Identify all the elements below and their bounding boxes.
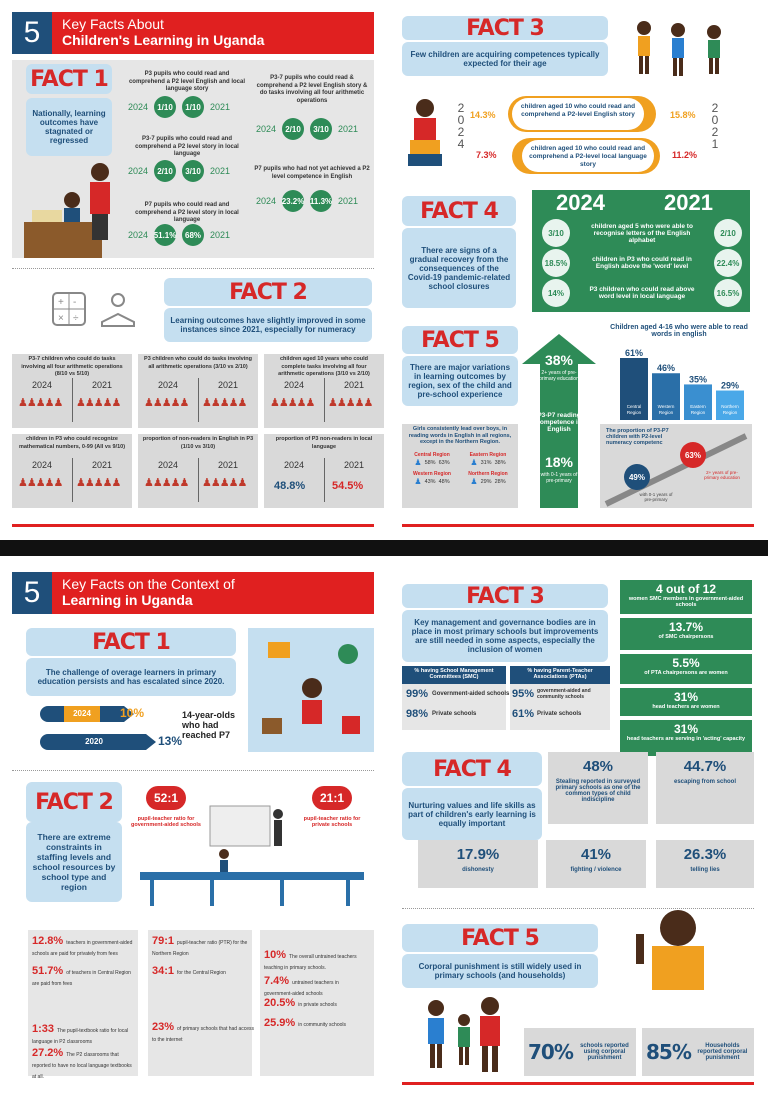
governance-stat (620, 688, 752, 716)
pencil-2024-value: 10% (120, 706, 145, 720)
values-stat (656, 752, 754, 824)
fact3-row1-right: 15.8% (670, 110, 696, 120)
girls-caption: Girls consistently lead over boys, in reading words in English in all regions, except in the Northern Region. (408, 426, 512, 445)
people-icons-2024 (18, 476, 62, 489)
bar-category-label: Eastern (690, 404, 706, 409)
fact2-box-divider (198, 378, 199, 422)
fact2-label-box: FACT 2 (26, 782, 122, 822)
bar-value-label: 29% (720, 380, 740, 391)
arrow-mid-caption: P3-P7 reading competence in English (536, 412, 582, 433)
math-symbols-icon (52, 292, 142, 328)
resource-stat-caption: teachers in government-aided schools are paid for privately from fees (32, 940, 133, 957)
divider (12, 268, 374, 269)
fact5-label-box: FACT 5 (402, 924, 598, 952)
fact3-row2-caption: children aged 10 who could read and comprehend a P2-level local language story (522, 140, 654, 172)
fact2-text: There are extreme constraints in staffing levels and school resources by school type and region (26, 822, 122, 902)
page-number: 5 (12, 12, 52, 54)
fact2-value-2021: 54.5% (332, 480, 364, 492)
ratio-gov: 52:1 (146, 786, 186, 810)
region-value-a: 43% (424, 478, 436, 485)
fact2-box-divider (324, 458, 325, 502)
fact1-label-box: FACT 1 (26, 64, 112, 94)
bar-category-label: Northern (721, 404, 739, 409)
fact2-box-caption: proportion of P3 non-readers in local language (275, 436, 373, 450)
region-values (462, 458, 514, 467)
fact2-year-2024: 2024 (32, 460, 53, 470)
resource-stat-value: 27.2% (32, 1047, 64, 1059)
fact1-label-box: FACT 1 (26, 628, 236, 656)
fact1-item4-values: 2024 23.2% 11.3% 2021 (256, 190, 358, 212)
governance-stat-caption: head teachers are serving in 'acting' capacity (626, 736, 746, 742)
region-cell (462, 452, 514, 467)
person-icon: ♟♟♟♟♟ (18, 477, 63, 489)
fact2-box-divider (72, 458, 73, 502)
ratio-priv: 21:1 (312, 786, 352, 810)
fact2-label-box: FACT 2 (164, 278, 372, 306)
boy-icon: ♟ (470, 458, 478, 467)
ratio-gov-caption: pupil-teacher ratio for government-aided schools (131, 816, 201, 828)
region-values (406, 477, 458, 486)
bar-category-label: Region (722, 410, 738, 415)
region-name: Northern Region (468, 471, 508, 477)
svg-text:÷: ÷ (73, 313, 79, 324)
bar-chart-title: Children aged 4-16 who were able to read words in english (610, 324, 748, 338)
numeracy-low-caption: with 0-1 years of pre-primary (639, 492, 673, 502)
fact4-label-box: FACT 4 (402, 752, 542, 786)
resource-stat-caption: for the Central Region (177, 970, 226, 976)
values-stat-caption: telling lies (690, 867, 720, 873)
region-cell (406, 471, 458, 486)
people-icons-2021 (202, 476, 246, 489)
fact2-text: Learning outcomes have slightly improved in some instances since 2021, especially for numeracy (164, 308, 372, 342)
region-cell (462, 471, 514, 486)
region-name: Central Region (414, 452, 450, 458)
fact3-text: Key management and governance bodies are in place in most primary schools but improvements are still needed in some aspects, especially the inclusion of women (402, 610, 608, 662)
people-icons-2024 (144, 476, 188, 489)
resource-stat-caption: pupil-teacher ratio (PTR) for the Northern Region (152, 940, 248, 957)
numeracy-caption: The proportion of P3-P7 children with P2-level numeracy competenc (606, 428, 669, 446)
fact1-text: Nationally, learning outcomes have stagnated or regressed (26, 98, 112, 156)
people-icons-2021 (76, 396, 120, 409)
resource-stat (264, 998, 368, 1009)
fact2-year-2021: 2021 (344, 460, 365, 470)
reading-child-illustration (400, 96, 450, 176)
resource-stat-caption: of primary schools that had access to the internet (152, 1026, 255, 1043)
arrow-bottom-caption: with 0-1 years of pre-primary (540, 472, 578, 484)
page-number: 5 (12, 572, 52, 614)
fact5-label-box: FACT 5 (402, 326, 518, 354)
boy-icon: ♟ (414, 477, 422, 486)
governance-stat-caption: head teachers are women (652, 704, 720, 710)
fact2-year-2024: 2024 (32, 380, 53, 390)
governance-stat-value: 4 out of 12 (655, 582, 716, 596)
resource-stat-caption: The pupil-textbook ratio for local language in P2 classrooms (32, 1028, 129, 1045)
fact2-box-caption: P3-7 children who could do tasks involving all four arithmetic operations (8/10 vs 5/10) (21, 356, 123, 377)
governance-stat-caption: women SMC members in government-aided schools (628, 596, 744, 608)
red-rule (402, 1082, 754, 1085)
fact2-year-2021: 2021 (92, 380, 113, 390)
fact2-box-divider (72, 378, 73, 422)
resource-stat-caption: in private schools (298, 1002, 337, 1008)
governance-stat (620, 580, 752, 614)
fact5-text: Corporal punishment is still widely used in primary schools (and households) (402, 954, 598, 988)
fact3-label-box: FACT 3 (402, 584, 608, 608)
values-stat-value: 44.7% (683, 758, 727, 775)
resource-stat-value: 12.8% (32, 935, 64, 947)
region-value-b: 63% (438, 459, 450, 466)
values-stat (418, 840, 538, 888)
corporal-households-stat: 85% Households reported corporal punishment (642, 1028, 754, 1076)
region-name: Western Region (413, 471, 451, 477)
person-icon: ♟♟♟♟♟ (18, 397, 63, 409)
person-icon: ♟♟♟♟♟ (202, 397, 247, 409)
three-children-illustration (420, 996, 510, 1082)
fact2-year-2024: 2024 (158, 460, 179, 470)
red-rule (12, 524, 374, 527)
resource-stat-caption: in community schools (298, 1022, 346, 1028)
fact3-row1-left: 14.3% (470, 110, 496, 120)
smc-header: % having School Management Committees (SMC) (402, 666, 506, 684)
region-grid (406, 452, 514, 486)
region-value-a: 31% (480, 459, 492, 466)
values-stat-value: 26.3% (683, 846, 727, 863)
bar-category-label: Region (626, 410, 642, 415)
bar-category-label: Region (658, 410, 674, 415)
person-icon: ♟♟♟♟♟ (76, 477, 121, 489)
bar-category-label: Central (626, 404, 642, 409)
fact4-rows (542, 218, 742, 308)
svg-text:-: - (73, 297, 77, 308)
arrow-top-value: 38% (544, 352, 574, 368)
region-values (462, 477, 514, 486)
page-separator (0, 540, 768, 556)
resource-stat-caption: untrained teachers in government-aided schools (264, 980, 339, 997)
arrow-top-caption: 2+ years of pre-primary education (539, 370, 579, 382)
resource-stat (152, 966, 256, 977)
governance-stat (620, 618, 752, 650)
fact4-year-2021: 2021 (664, 190, 713, 215)
governance-stat-caption: of SMC chairpersons (658, 634, 714, 640)
corporal-schools-stat: 70% schools reported using corporal punishment (524, 1028, 636, 1076)
fact3-row2-right: 11.2% (672, 150, 698, 160)
resource-stat-value: 51.7% (32, 965, 64, 977)
numeracy-low-dot: 49% (624, 464, 650, 490)
resource-stat-value: 10% (264, 949, 287, 961)
pencil-2020-year: 2020 (85, 737, 103, 746)
governance-stat (620, 720, 752, 756)
bar-value-label: 61% (624, 348, 644, 358)
fact2-box-caption: children in P3 who could recognize mathematical numbers, 0-99 (All vs 9/10) (18, 436, 126, 450)
values-stat-caption: dishonesty (462, 867, 494, 873)
governance-stat-value: 31% (673, 690, 699, 704)
resource-stat-caption: of teachers in Central Region are paid from fees (32, 970, 131, 987)
values-stat-value: 41% (580, 846, 612, 863)
overage-side-label: 14-year-olds who had reached P7 (182, 710, 236, 740)
people-icons-2024 (270, 396, 314, 409)
page-title: Key Facts on the Context of Learning in Uganda (52, 572, 374, 614)
people-icons-2021 (76, 476, 120, 489)
resource-stat-value: 79:1 (152, 935, 175, 947)
child-with-book-illustration (626, 906, 722, 998)
red-rule (402, 524, 754, 527)
values-stat-caption: fighting / violence (570, 867, 622, 873)
fact2-box-divider (324, 378, 325, 422)
governance-stat-value: 13.7% (668, 620, 704, 634)
person-icon: ♟♟♟♟♟ (144, 477, 189, 489)
region-value-b: 48% (438, 478, 450, 485)
region-name: Eastern Region (469, 452, 507, 458)
person-icon: ♟♟♟♟♟ (202, 477, 247, 489)
fact1-text: The challenge of overage learners in primary education persists and has escalated since 2020. (26, 658, 236, 696)
fact5-text: There are major variations in learning outcomes by region, sex of the child and pre-school experience (402, 356, 518, 406)
person-icon: ♟♟♟♟♟ (76, 397, 121, 409)
values-stat-caption: escaping from school (673, 779, 736, 785)
values-stat-value: 17.9% (456, 846, 500, 863)
governance-stat-value: 31% (673, 722, 699, 736)
boy-icon: ♟ (414, 458, 422, 467)
bottom-page (0, 556, 768, 1106)
fact1-item5-values: 2024 51.1% 68% 2021 (128, 224, 230, 246)
values-stat (546, 840, 646, 888)
boy-icon: ♟ (470, 477, 478, 486)
fact2-box-caption: proportion of non-readers in English in P3 (1/10 vs 3/10) (142, 436, 254, 450)
person-icon: ♟♟♟♟♟ (328, 397, 373, 409)
values-stat-caption: Stealing reported in surveyed primary schools as one of the common types of child indiscipline (555, 779, 641, 803)
resource-stat-caption: The overall untrained teachers teaching in primary schools. (264, 954, 357, 971)
resource-stat (152, 1022, 256, 1044)
region-value-a: 29% (480, 478, 492, 485)
governance-stat (620, 654, 752, 684)
people-icons-2021 (328, 396, 372, 409)
fact3-text: Few children are acquiring competences typically expected for their age (402, 42, 608, 76)
resource-stat-caption: The P2 classrooms that reported to have no local language textbooks at all. (32, 1052, 132, 1080)
fact2-box-caption: P3 children who could do tasks involving all arithmetic operations (3/10 vs 2/10) (144, 356, 252, 370)
numeracy-high-dot: 63% (680, 442, 706, 468)
governance-stat-caption: of PTA chairpersons are women (644, 670, 728, 676)
governance-stat-value: 5.5% (672, 656, 700, 670)
fact4-row: 18.5% children in P3 who could read in English above the 'word' level 22.4% (542, 248, 742, 278)
svg-text:×: × (58, 313, 64, 324)
resource-stat (32, 936, 136, 958)
fact4-text: There are signs of a gradual recovery from the consequences of the Covid-19 pandemic-related school closures (402, 228, 516, 308)
region-value-b: 38% (494, 459, 506, 466)
numeracy-high-caption: 2+ years of pre-primary education (704, 470, 740, 480)
svg-text:+: + (58, 297, 64, 308)
person-icon: ♟♟♟♟♟ (270, 397, 315, 409)
resource-stat (264, 976, 368, 998)
pencil-2024-year: 2024 (64, 706, 100, 722)
resource-stat (264, 1018, 368, 1029)
fact3-row2-left: 7.3% (476, 150, 497, 160)
resource-stat-value: 25.9% (264, 1017, 296, 1029)
resource-stat-value: 23% (152, 1021, 175, 1033)
people-icons-2021 (202, 396, 246, 409)
resource-stat (32, 966, 136, 988)
student-desk-illustration (22, 160, 122, 260)
divider (12, 770, 374, 771)
top-page: 5 Key Facts About Children's Learning in Uganda FACT 1 Nationally, learning outcomes have stagnated or regressed P3 pupils who could read and comprehend a P2 level English and local language story 2024 1/10 1/10 2021 P3-7 pupils who could read and comprehend a P2 level story in local language 2024 2/10 3/10 2021 P7 pupils who could read and comprehend a P2 level story in local language 2024 51.1% 68% 2021 P3-7 pupils who could read & comprehend a P2 level English story & do tasks involving all four arithmetic operations 2024 2/10 3/10 2021 P7 pupils who had not yet achieved a P2 level competence in English 2024 23.2% 11.3% 2021 + - × ÷ FACT 2 Learning outcomes have slightly improved in some instances since 2021, especially for numeracy P3-7 children who could do tasks involving all four arithmetic operations (8/10 vs 5/10) 2024 2021 ♟♟♟♟♟ ♟♟♟♟♟ P3 children who could do tasks involving all arithmetic operations (3/10 vs 2/10) 2024 2021 ♟♟♟♟♟ ♟♟♟♟♟ children aged 10 years who could complete tasks involving all four arithmetic operations (3/10 vs 2/10) 2024 2021 ♟♟♟♟♟ ♟♟♟♟♟ children in P3 who could recognize mathematical numbers, 0-99 (All vs 9/10) 2024 2021 ♟♟♟♟♟ ♟♟♟♟♟ proportion of non-readers in English in P3 (1/10 vs 3/10) 2024 2021 ♟♟♟♟♟ ♟♟♟♟♟ proportion of P3 non-readers in local language 2024 2021 48.8% 54.5% FACT 3 Few children are acquiring competences typically expected for their age 2 0 2 4 2 0 2 1 14.3% children aged 10 who could read and comprehend a P2-level English story 15.8% 7.3% children aged 10 who could read and comprehend a P2-level local language story 11.2% FACT 4 There are signs of a gradual recovery from the consequences of the Covid-19 pandemic-related school closures 2024 2021 3/10 children aged 5 who were able to recognise letters of the English alphabet 2/10 18.5% children in P3 who could read in English above the 'word' level 22.4% 14% P3 children who could read above word level in local language 16.5% FACT 5 There are major variations in learning outcomes by region, sex of the child and pre-school experience Girls consistently lead over boys, in reading words in English in all regions, except in the Northern Region. Central Region ♟ 58% 63% Eastern Region ♟ 31% 38% Western Region ♟ 43% 48% Northern Region ♟ 29% 28% 38% 2+ years of pre-primary education P3-P7 reading competence in English 18% with 0-1 years of pre-primary Children aged 4-16 who were able to read words in english 61% Central Region 46% Western Region 35% Eastern Region 29% Northern Region The proportion of P3-P7 children with P2-level numeracy competenc 49% with 0-1 years of pre-primary 63% 2+ years of pre-primary education (0, 0, 768, 540)
fact3-year-right: 2 0 2 1 (711, 101, 719, 151)
region-bar-chart (620, 344, 750, 420)
fact4-row: 14% P3 children who could read above word level in local language 16.5% (542, 278, 742, 308)
children-walking-illustration (630, 18, 730, 80)
region-cell (406, 452, 458, 467)
fact2-year-2024: 2024 (284, 380, 305, 390)
smc-row: 98% Private schools (406, 708, 477, 720)
fact2-value-2024: 48.8% (274, 480, 306, 492)
resource-stat-value: 34:1 (152, 965, 175, 977)
fact3-row1-caption: children aged 10 who could read and comprehend a P2-level English story (512, 98, 644, 130)
fact1-item2-values: 2024 2/10 3/10 2021 (256, 118, 358, 140)
fact1-item3-values: 2024 2/10 3/10 2021 (128, 160, 230, 182)
region-value-a: 58% (424, 459, 436, 466)
values-stat-value: 48% (582, 758, 614, 775)
fact4-label-box: FACT 4 (402, 196, 516, 226)
fact2-box-caption: children aged 10 years who could complete tasks involving all four arithmetic operations (3/10 vs 2/10) (278, 356, 370, 377)
resource-stat (264, 950, 368, 972)
fact2-year-2021: 2021 (218, 380, 239, 390)
page-title: Key Facts About Children's Learning in Uganda (52, 12, 374, 54)
resource-stat-value: 1:33 (32, 1023, 55, 1035)
people-icons-2024 (144, 396, 188, 409)
classroom-toys-illustration (248, 628, 374, 752)
resource-stat (32, 1024, 136, 1046)
fact2-year-2021: 2021 (218, 460, 239, 470)
resource-stat-value: 20.5% (264, 997, 296, 1009)
pencil-tip (146, 734, 156, 750)
pencil-2020-value: 13% (158, 734, 183, 748)
resource-stat (32, 1048, 136, 1081)
fact4-text: Nurturing values and life skills as part of children's early learning is equally important (402, 788, 542, 840)
fact3-year-left: 2 0 2 4 (457, 101, 465, 151)
smc-row: 99% Government-aided schools (406, 688, 510, 700)
bar-category-label: Region (690, 410, 706, 415)
fact2-year-2024: 2024 (158, 380, 179, 390)
region-values (406, 458, 458, 467)
pta-header: % having Parent-Teacher Associations (PTAs) (510, 666, 610, 684)
resource-stat-value: 7.4% (264, 975, 290, 987)
pta-row: 95% government-aided and community schools (512, 688, 591, 700)
region-value-b: 28% (494, 478, 506, 485)
fact3-label-box: FACT 3 (402, 16, 608, 40)
people-icons-2024 (18, 396, 62, 409)
numeracy-arrow (600, 424, 752, 508)
fact4-row: 3/10 children aged 5 who were able to recognise letters of the English alphabet 2/10 (542, 218, 742, 248)
values-stat (548, 752, 648, 824)
pta-row: 61% Private schools (512, 708, 582, 720)
classroom-desks-illustration (130, 802, 374, 912)
fact2-year-2024: 2024 (284, 460, 305, 470)
fact1-item1-values: 2024 1/10 1/10 2021 (128, 96, 230, 118)
values-stat (656, 840, 754, 888)
fact2-year-2021: 2021 (344, 380, 365, 390)
arrow-bottom-value: 18% (544, 454, 574, 470)
resource-stat (152, 936, 256, 958)
fact2-box-divider (198, 458, 199, 502)
bar-category-label: Western (657, 404, 675, 409)
fact4-year-2024: 2024 (556, 190, 605, 215)
person-icon: ♟♟♟♟♟ (144, 397, 189, 409)
ratio-priv-caption: pupil-teacher ratio for private schools (303, 816, 361, 828)
fact2-year-2021: 2021 (92, 460, 113, 470)
bar-value-label: 46% (656, 363, 676, 374)
bar-value-label: 35% (688, 374, 708, 385)
